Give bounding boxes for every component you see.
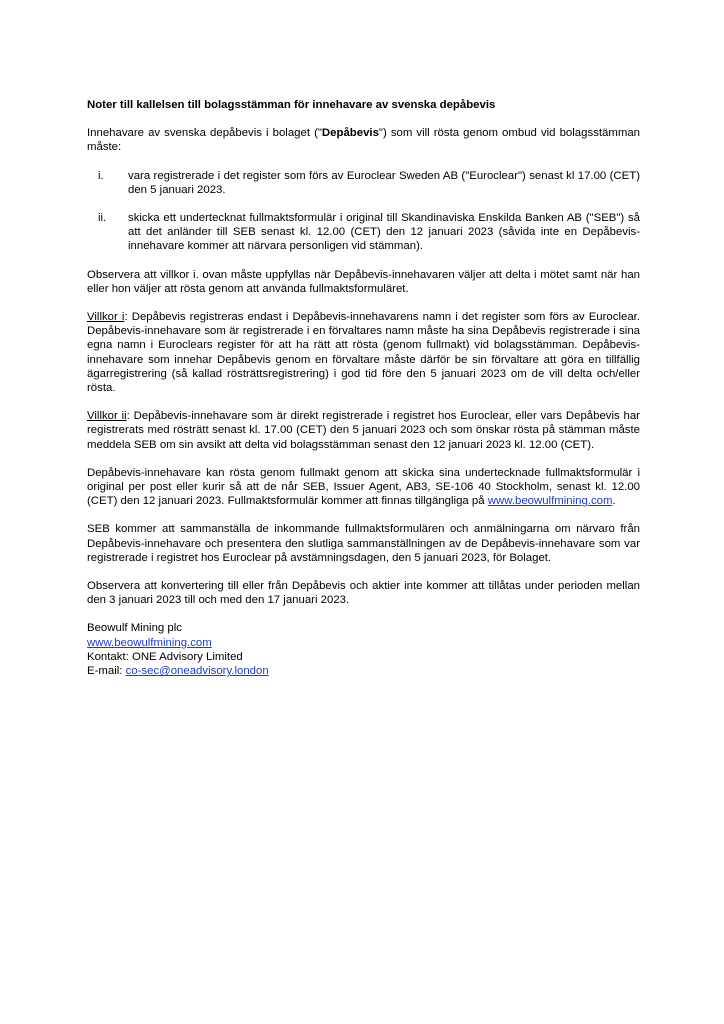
contact-website-line — [87, 636, 640, 650]
proxy-text-end: . — [612, 495, 616, 508]
contact-person: Kontakt: ONE Advisory Limited — [87, 650, 243, 663]
document-title: Noter till kallelsen till bolagsstämman för innehavare av svenska depåbevis — [87, 99, 496, 111]
website-link[interactable]: www.beowulfmining.com — [487, 495, 613, 508]
villkor-ii-label: Villkor ii — [87, 410, 127, 423]
condition-item — [87, 211, 640, 254]
condition-number: i. — [98, 169, 104, 182]
proxy-text: Depåbevis-innehavare kan rösta genom fullmakt genom att skicka sina undertecknade fullmaktsformulär i original per post eller kurir så att de når SEB, Issuer Agent, AB3, SE-106 40 Stockholm, senast kl. 12.00 (CET) den 12 januari 2023. Fullmaktsformulär kommer att finnas tillgängliga på — [87, 466, 640, 508]
document-page — [87, 98, 640, 678]
company-name: Beowulf Mining plc — [87, 622, 182, 635]
villkor-i-text: : Depåbevis registreras endast i Depåbevis-innehavarens namn i det register som förs av Euroclear. Depåbevis-innehavare som är registrerade i en förvaltares namn måste ha sina Depåbevis registrerade i sina egna namn i Euroclears register för att ha rätt att rösta (genom fullmakt) vid bolagsstämman. Depåbevis-innehavare som innehar Depåbevis genom en förvaltare måste därför be sin förvaltare att göra en tillfällig ägarregistrering (så kallad rösträttsregistrering) i god tid före den 5 januari 2023 om de vill delta och/eller rösta. — [87, 311, 640, 395]
villkor-ii-text: : Depåbevis-innehavare som är direkt registrerade i registret hos Euroclear, eller vars Depåbevis har registrerats med rösträtt senast kl. 17.00 (CET) den 5 januari 2023 och som önskar rösta på stämman måste meddela SEB om sin avsikt att delta vid bolagsstämman senast den 12 januari 2023 kl. 12.00 (CET). — [87, 410, 640, 451]
proxy-paragraph — [87, 466, 640, 509]
note-paragraph: Observera att villkor i. ovan måste uppfyllas när Depåbevis-innehavaren väljer att delta i mötet samt när han eller hon väljer att rösta genom att använda fullmaktsformuläret. — [87, 268, 640, 295]
contact-block — [87, 621, 640, 678]
villkor-i-label: Villkor i — [87, 311, 125, 324]
intro-paragraph — [87, 126, 640, 154]
contact-email-line — [87, 664, 640, 678]
conversion-paragraph: Observera att konvertering till eller från Depåbevis och aktier inte kommer att tillåtas under perioden mellan den 3 januari 2023 till och med den 17 januari 2023. — [87, 580, 640, 607]
condition-text: skicka ett undertecknat fullmaktsformulär i original till Skandinaviska Enskilda Banken AB ("SEB") så att det anländer till SEB senast kl. 12.00 (CET) den 12 januari 2023 (såvida inte en Depåbevis-innehavare kommer att närvara personligen vid stämman). — [128, 212, 640, 253]
condition-number: ii. — [98, 212, 107, 225]
villkor-i-paragraph — [87, 310, 640, 395]
email-label: E-mail: — [87, 665, 126, 678]
contact-website-link[interactable]: www.beowulfmining.com — [87, 636, 212, 649]
condition-text: vara registrerade i det register som förs av Euroclear Sweden AB ("Euroclear") senast kl 17.00 (CET) den 5 januari 2023. — [128, 169, 640, 196]
conditions-list — [87, 169, 640, 254]
seb-paragraph: SEB kommer att sammanställa de inkommande fullmaktsformulären och anmälningarna om närvaro från Depåbevis-innehavare och presentera den slutliga sammanställningen av de Depåbevis-innehavare som var registrerade i registret hos Euroclear på avstämningsdagen, den 5 januari 2023, för Bolaget. — [87, 523, 640, 564]
condition-item — [87, 169, 640, 197]
email-link[interactable]: co-sec@oneadvisory.london — [125, 665, 269, 678]
villkor-ii-paragraph — [87, 409, 640, 452]
intro-text-end: ") som vill rösta genom ombud vid bolagsstämman måste: — [87, 127, 640, 154]
intro-defined-term: Depåbevis — [321, 127, 379, 140]
intro-text-start: Innehavare av svenska depåbevis i bolaget (" — [87, 127, 322, 140]
